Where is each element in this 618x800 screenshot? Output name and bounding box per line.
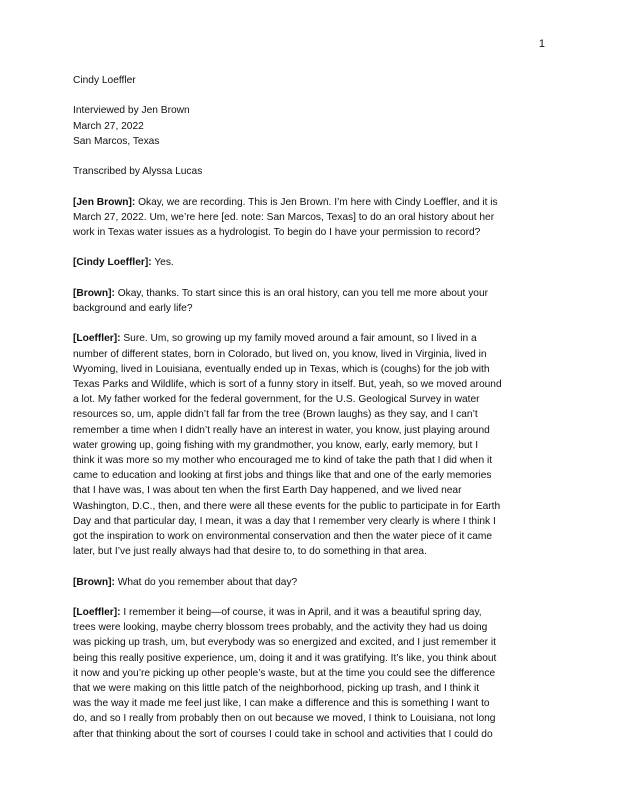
speaker-label: [Cindy Loeffler]: xyxy=(73,257,152,269)
paragraph-line: number of different states, born in Colorado, but lived on, you know, lived in Virginia, lived in xyxy=(73,348,487,360)
paragraph-line: came to education and looking at first jobs and things like that and one of the early memories xyxy=(73,470,492,482)
paragraph xyxy=(73,255,551,270)
interview-location: San Marcos, Texas xyxy=(73,135,160,147)
paragraph xyxy=(73,195,551,241)
paragraph-line: Okay, thanks. To start since this is an oral history, can you tell me more about your xyxy=(114,287,489,299)
paragraph-line: work in Texas water issues as a hydrologist. To begin do I have your permission to record? xyxy=(73,226,481,238)
page-number: 1 xyxy=(538,38,545,50)
paragraph-line: Yes. xyxy=(151,257,174,269)
transcript-body xyxy=(73,73,551,742)
paragraph-line: resources so, um, apple didn’t fall far from the tree (Brown laughs) as they say, and I can’t xyxy=(73,409,478,421)
paragraph-line: trees were looking, maybe cherry blossom trees probably, and the activity they had us doing xyxy=(73,622,488,634)
paragraph-line: later, but I’ve just really always had that desire to, to do something in that area. xyxy=(73,546,427,558)
paragraph-line: Wyoming, lived in Louisiana, eventually ended up in Texas, which is (coughs) for the job with xyxy=(73,363,490,375)
speaker-label: [Brown]: xyxy=(73,287,115,299)
speaker-label: [Jen Brown]: xyxy=(73,196,136,208)
paragraph-line: that I have was, I was about ten when the first Earth Day happened, and we lived near xyxy=(73,485,462,497)
paragraph-line: Washington, D.C., then, and there were all these events for the public to participate in for Earth xyxy=(73,500,501,512)
paragraph-line: got the inspiration to work on environmental conservation and then the water piece of it came xyxy=(73,531,493,542)
paragraph xyxy=(73,575,551,590)
paragraph-line: a lot. My father worked for the federal government, for the U.S. Geological Survey in water xyxy=(73,394,480,406)
paragraph-line: was the way it made me feel just like, I can make a difference and this is something I want to xyxy=(73,698,490,710)
paragraph-line: March 27, 2022. Um, we’re here [ed. note: San Marcos, Texas] to do an oral history about her xyxy=(73,211,495,223)
speaker-label: [Loeffler]: xyxy=(73,333,121,345)
speaker-label: [Loeffler]: xyxy=(73,606,121,618)
paragraph-line: background and early life? xyxy=(73,302,193,314)
paragraph-line: water growing up, going fishing with my grandmother, you know, early, early memory, but I xyxy=(73,439,479,451)
interviewee-name: Cindy Loeffler xyxy=(73,75,136,86)
paragraph-line: think it was more so my mother who encouraged me to kind of take the path that I did when it xyxy=(73,454,493,466)
paragraph-line: remember a time when I didn’t really have an interest in water, you know, just playing around xyxy=(73,424,490,436)
paragraph-line: What do you remember about that day? xyxy=(114,576,298,588)
transcriber-line: Transcribed by Alyssa Lucas xyxy=(73,166,203,178)
paragraph xyxy=(73,605,551,742)
paragraph-line: Sure. Um, so growing up my family moved around a fair amount, so I lived in a xyxy=(120,333,477,345)
paragraph-line: Okay, we are recording. This is Jen Brown. I’m here with Cindy Loeffler, and it is xyxy=(135,196,498,208)
paragraph xyxy=(73,331,551,559)
interviewer-line: Interviewed by Jen Brown xyxy=(73,105,190,117)
paragraph-line: was picking up trash, um, but everybody was so energized and excited, and I just remember it xyxy=(73,637,496,649)
paragraph-line: it now and you’re picking up other people’s waste, but at the time you could see the difference xyxy=(73,667,496,679)
paragraph-line: after that thinking about the sort of courses I could take in school and activities that I could do xyxy=(73,728,493,740)
paragraph-line: being this really positive experience, um, doing it and it was gratifying. It’s like, you think about xyxy=(73,652,497,664)
interview-date: March 27, 2022 xyxy=(73,120,144,132)
paragraph-line: Texas Parks and Wildlife, which is sort of a funny story in itself. But, yeah, so we moved around xyxy=(73,378,502,390)
paragraph-line: do, and so I really from probably then on out because we moved, I think to Louisiana, not long xyxy=(73,713,496,725)
paragraph-line: that we were making on this little patch of the neighborhood, picking up trash, and I think it xyxy=(73,683,480,694)
paragraph xyxy=(73,286,551,316)
paragraph-line: I remember it being—of course, it was in April, and it was a beautiful spring day, xyxy=(120,606,482,618)
paragraph-line: Day and that particular day, I mean, it was a day that I remember very clearly is where I think I xyxy=(73,515,496,527)
speaker-label: [Brown]: xyxy=(73,576,115,588)
